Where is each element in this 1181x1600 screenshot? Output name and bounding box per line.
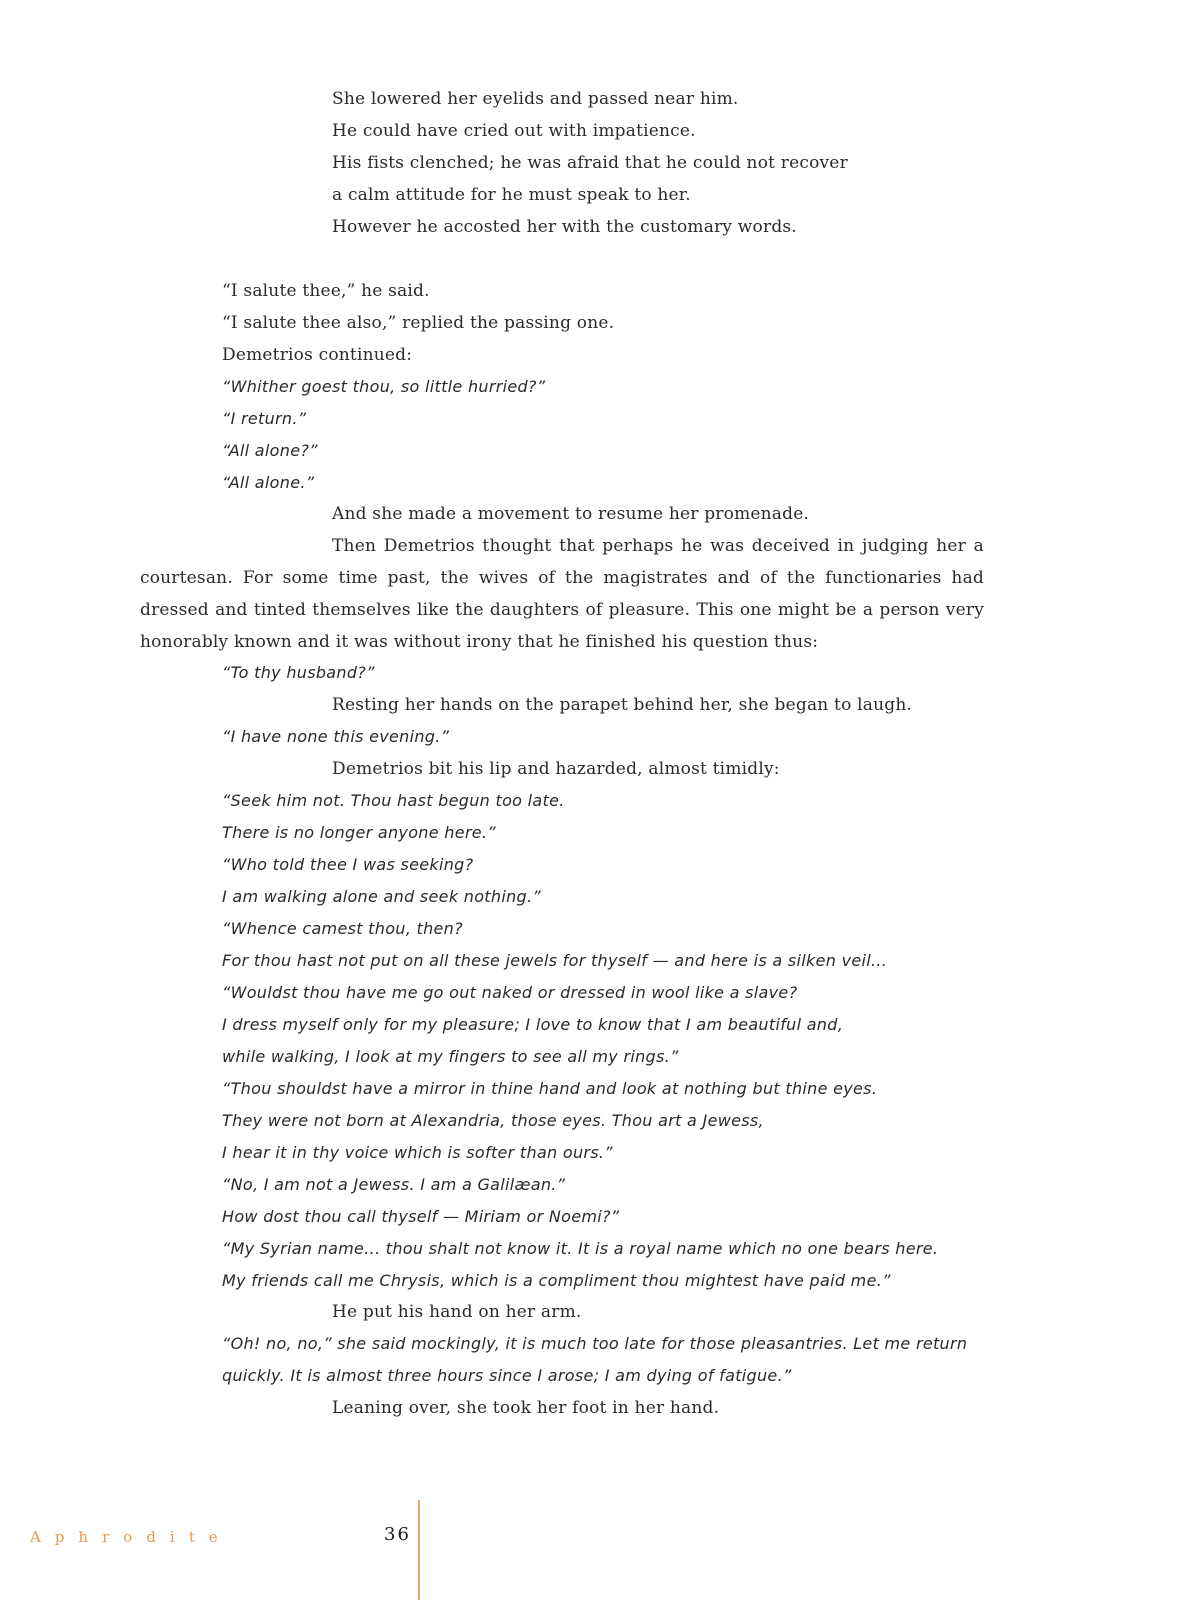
text-line: He put his hand on her arm. (332, 1302, 582, 1322)
text-line: quickly. It is almost three hours since I arose; I am dying of fatigue.” (222, 1366, 792, 1385)
text-line: “All alone?” (222, 441, 318, 460)
text-line: “All alone.” (222, 473, 315, 492)
text-line: “Whither goest thou, so little hurried?” (222, 377, 546, 396)
text-line: Then Demetrios thought that perhaps he was deceived in judging her a (332, 536, 984, 556)
text-line: “Thou shouldst have a mirror in thine hand and look at nothing but thine eyes. (222, 1079, 878, 1098)
folio-rule (418, 1500, 420, 1600)
text-line: “I salute thee,” he said. (222, 281, 430, 301)
text-line: “I return.” (222, 409, 307, 428)
text-line: “Wouldst thou have me go out naked or dressed in wool like a slave? (222, 983, 798, 1002)
text-line: dressed and tinted themselves like the daughters of pleasure. This one might be a person very (140, 600, 984, 620)
text-line: “Whence camest thou, then? (222, 919, 463, 938)
text-line: How dost thou call thyself — Miriam or Noemi?” (222, 1207, 620, 1226)
text-line: I am walking alone and seek nothing.” (222, 887, 541, 906)
text-line: “To thy husband?” (222, 663, 375, 682)
text-line: Demetrios continued: (222, 345, 413, 365)
text-line: And she made a movement to resume her promenade. (332, 504, 810, 524)
text-line: “No, I am not a Jewess. I am a Galilæan.” (222, 1175, 566, 1194)
text-line: “Oh! no, no,” she said mockingly, it is much too late for those pleasantries. Let me return (222, 1334, 968, 1353)
text-line: “I have none this evening.” (222, 727, 450, 746)
text-line: He could have cried out with impatience. (332, 121, 696, 141)
text-line: “Who told thee I was seeking? (222, 855, 474, 874)
text-line: There is no longer anyone here.” (222, 823, 496, 842)
text-line: courtesan. For some time past, the wives of the magistrates and of the functionaries had (140, 568, 984, 588)
text-line: “Seek him not. Thou hast begun too late. (222, 791, 565, 810)
page-number: 36 (384, 1524, 411, 1545)
text-line: Leaning over, she took her foot in her hand. (332, 1398, 720, 1418)
text-line: Resting her hands on the parapet behind her, she began to laugh. (332, 695, 913, 715)
text-line: They were not born at Alexandria, those eyes. Thou art a Jewess, (222, 1111, 764, 1130)
text-line: “My Syrian name... thou shalt not know it. It is a royal name which no one bears here. (222, 1239, 939, 1258)
text-line: His fists clenched; he was afraid that he could not recover (332, 153, 848, 173)
text-line: She lowered her eyelids and passed near him. (332, 89, 739, 109)
text-line: honorably known and it was without irony that he finished his question thus: (140, 632, 819, 652)
running-footer-title: Aphrodite (30, 1528, 232, 1546)
text-line: I hear it in thy voice which is softer than ours.” (222, 1143, 613, 1162)
text-line: For thou hast not put on all these jewels for thyself — and here is a silken veil... (222, 951, 888, 970)
text-line: However he accosted her with the customary words. (332, 217, 797, 237)
text-line: I dress myself only for my pleasure; I love to know that I am beautiful and, (222, 1015, 844, 1034)
text-line: a calm attitude for he must speak to her. (332, 185, 691, 205)
text-line: My friends call me Chrysis, which is a compliment thou mightest have paid me.” (222, 1271, 891, 1290)
text-line: Demetrios bit his lip and hazarded, almost timidly: (332, 759, 780, 779)
text-line: while walking, I look at my fingers to see all my rings.” (222, 1047, 679, 1066)
text-line: “I salute thee also,” replied the passing one. (222, 313, 615, 333)
